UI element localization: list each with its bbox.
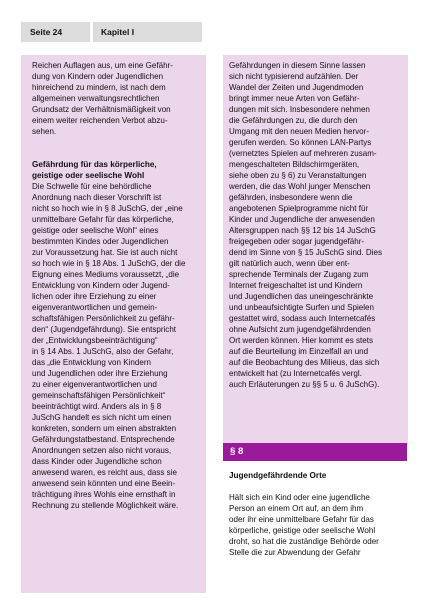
text-line: Reichen Auflagen aus, um eine Gefähr- (32, 61, 173, 70)
text-line: gilt natürlich auch, wenn über ent- (229, 259, 350, 268)
text-line: hinreichend zu mindern, ist nach dem (32, 83, 166, 92)
text-line: die Gefährdungen zu, die durch den (229, 116, 358, 125)
text-line: anwesend sein könnten und eine Beein- (32, 479, 176, 488)
text-line: Anordnung nach dieser Vorschrift ist (32, 193, 162, 202)
text-line: droht, so hat die zuständige Behörde oder (229, 537, 379, 546)
text-line: Entwicklung von Kindern oder Jugend- (32, 281, 170, 290)
left-column (21, 55, 206, 593)
text-line: oder ihr eine unmittelbare Gefahr für das (229, 515, 374, 524)
text-line: Die Schwelle für eine behördliche (32, 182, 152, 191)
text-line: Person an einem Ort auf, an dem ihm (229, 504, 364, 513)
section-paragraph (229, 492, 408, 558)
page-number-label: Seite 24 (30, 27, 63, 37)
text-line: bestimmten Kindes oder Jugendlichen (32, 237, 169, 246)
text-line: gemeinschaftsfähigen Persönlichkeit“ (32, 391, 166, 400)
text-line: dungen mit sich. Insbesondere nehmen (229, 105, 370, 114)
text-line: sehen. (32, 127, 57, 136)
section-bar (223, 443, 407, 461)
text-line: das „die Entwicklung von Kindern (32, 358, 151, 367)
text-line: den“ (Jugendgefährdung). Sie entspricht (32, 325, 177, 334)
text-line: siehe oben zu § 6) zu Veranstaltungen (229, 171, 367, 180)
text-line: der „Entwicklungsbeeinträchtigung“ (32, 336, 158, 345)
text-line: geistige oder seelische Wohl (32, 171, 145, 180)
text-line: geistige oder seelische Wohl“ eines (32, 226, 159, 235)
text-line: sich nicht typisierend aufzählen. Der (229, 72, 359, 81)
text-line: Umgang mit den neuen Medien hervor- (229, 127, 370, 136)
text-line: sprechende Terminals der Zugang zum (229, 270, 369, 279)
text-line: einem weiter reichenden Verbot abzu- (32, 116, 168, 125)
right-column-bottom (223, 470, 408, 558)
text-line: Gefährdungen in diesem Sinne lassen (229, 61, 366, 70)
text-line: zur Voraussetzung hat. Sie ist auch nicht (32, 248, 178, 257)
right-body-paragraph (229, 60, 405, 390)
text-line: Grundsatz der Verhältnismäßigkeit von (32, 105, 171, 114)
text-line: in § 14 Abs. 1 JuSchG, also der Gefahr, (32, 347, 174, 356)
text-line: Stelle die zur Abwendung der Gefahr (229, 548, 361, 557)
text-line: (vernetztes Spielen auf mehreren zusam- (229, 149, 377, 158)
text-line: dung von Kindern oder Jugendlichen (32, 72, 164, 81)
text-line: auch Erläuterungen zu §§ 5 u. 6 JuSchG). (229, 380, 380, 389)
text-line: auf die Beobachtung des Milieus, das sich (229, 358, 380, 367)
chapter-label: Kapitel I (101, 27, 135, 37)
chapter-tab (93, 22, 202, 42)
text-line: freigegeben oder sogar jugendgefähr- (229, 237, 365, 246)
text-line: konkreten, sondern um einen abstrakten (32, 424, 177, 433)
left-body-paragraph (32, 181, 202, 511)
text-line: eigenverantwortlichen und gemein- (32, 303, 158, 312)
text-line: allgemeinen verwaltungsrechtlichen (32, 94, 160, 103)
text-line: Hält sich ein Kind oder eine jugendliche (229, 493, 370, 502)
text-line: gefährden, insbesondere wenn die (229, 193, 353, 202)
text-line: Gefährdungstatbestand. Entsprechende (32, 435, 175, 444)
text-line: dass Kinder oder Jugendliche schon (32, 457, 162, 466)
text-line: bringt immer neue Arten von Gefähr- (229, 94, 360, 103)
text-line: entwickelt hat (zu Internetcafés vergl. (229, 369, 362, 378)
text-line: Altersgruppen nach §§ 12 bis 14 JuSchG (229, 226, 376, 235)
text-line: auf die Beurteilung im Einzelfall an und (229, 347, 369, 356)
section-title: Jugendgefährdende Orte (229, 471, 327, 480)
text-line: Rechnung zu stellende Möglichkeit wäre. (32, 501, 179, 510)
text-line: dend im Sinne von § 15 JuSchG sind. Dies (229, 248, 382, 257)
text-line: ohne Aufsicht zum jugendgefährdenden (229, 325, 371, 334)
text-line: gerufen werden. So können LAN-Partys (229, 138, 372, 147)
text-line: beeinträchtigt wird. Anders als in § 8 (32, 402, 162, 411)
text-line: Eignung eines Mediums voraussetzt, „die (32, 270, 180, 279)
text-line: angebotenen Spielprogramme nicht für (229, 204, 369, 213)
text-line: Anordnungen setzen also nicht voraus, (32, 446, 172, 455)
text-line: JuSchG handelt es sich nicht um einen (32, 413, 172, 422)
right-column-top (223, 55, 408, 445)
text-line: körperliche, geistige oder seelische Wohl (229, 526, 376, 535)
text-line: und Jugendlichen das uneingeschränkte (229, 292, 374, 301)
text-line: Kinder und Jugendliche der anwesenden (229, 215, 375, 224)
text-line: anwesend waren, es reicht aus, dass sie (32, 468, 177, 477)
text-line: trächtigung ihres Wohls eine ernsthaft in (32, 490, 176, 499)
text-line: Gefährdung für das körperliche, (32, 160, 157, 169)
text-line: nicht so hoch wie in § 8 JuSchG, der „eine (32, 204, 183, 213)
text-line: werden, die das Wohl junger Menschen (229, 182, 371, 191)
text-line: Ort werden können. Hier kommt es stets (229, 336, 374, 345)
text-line: schaftsfähigen Persönlichkeit zu gefähr- (32, 314, 175, 323)
text-line: und Jugendlichen oder ihre Erziehung (32, 369, 168, 378)
page-number-tab (21, 22, 90, 42)
text-line: Internet freigeschaltet ist und Kindern (229, 281, 363, 290)
text-line: lichen oder ihre Erziehung zu einer (32, 292, 157, 301)
text-line: zu einer eigenverantwortlichen und (32, 380, 157, 389)
text-line: mengeschalteten Bildschirmgeräten, (229, 160, 360, 169)
text-line: unmittelbare Gefahr für das körperliche, (32, 215, 174, 224)
text-line: und unbeaufsichtigte Surfen und Spielen (229, 303, 374, 312)
text-line: so hoch wie in § 18 Abs. 1 JuSchG, der die (32, 259, 186, 268)
text-line: Wandel der Zeiten und Jugendmoden (229, 83, 364, 92)
left-intro-paragraph (32, 60, 202, 137)
section-number: § 8 (230, 446, 244, 457)
section-heading-gefaehrdung (32, 159, 202, 181)
text-line: gestattet wird, sodass auch Internetcafés (229, 314, 376, 323)
